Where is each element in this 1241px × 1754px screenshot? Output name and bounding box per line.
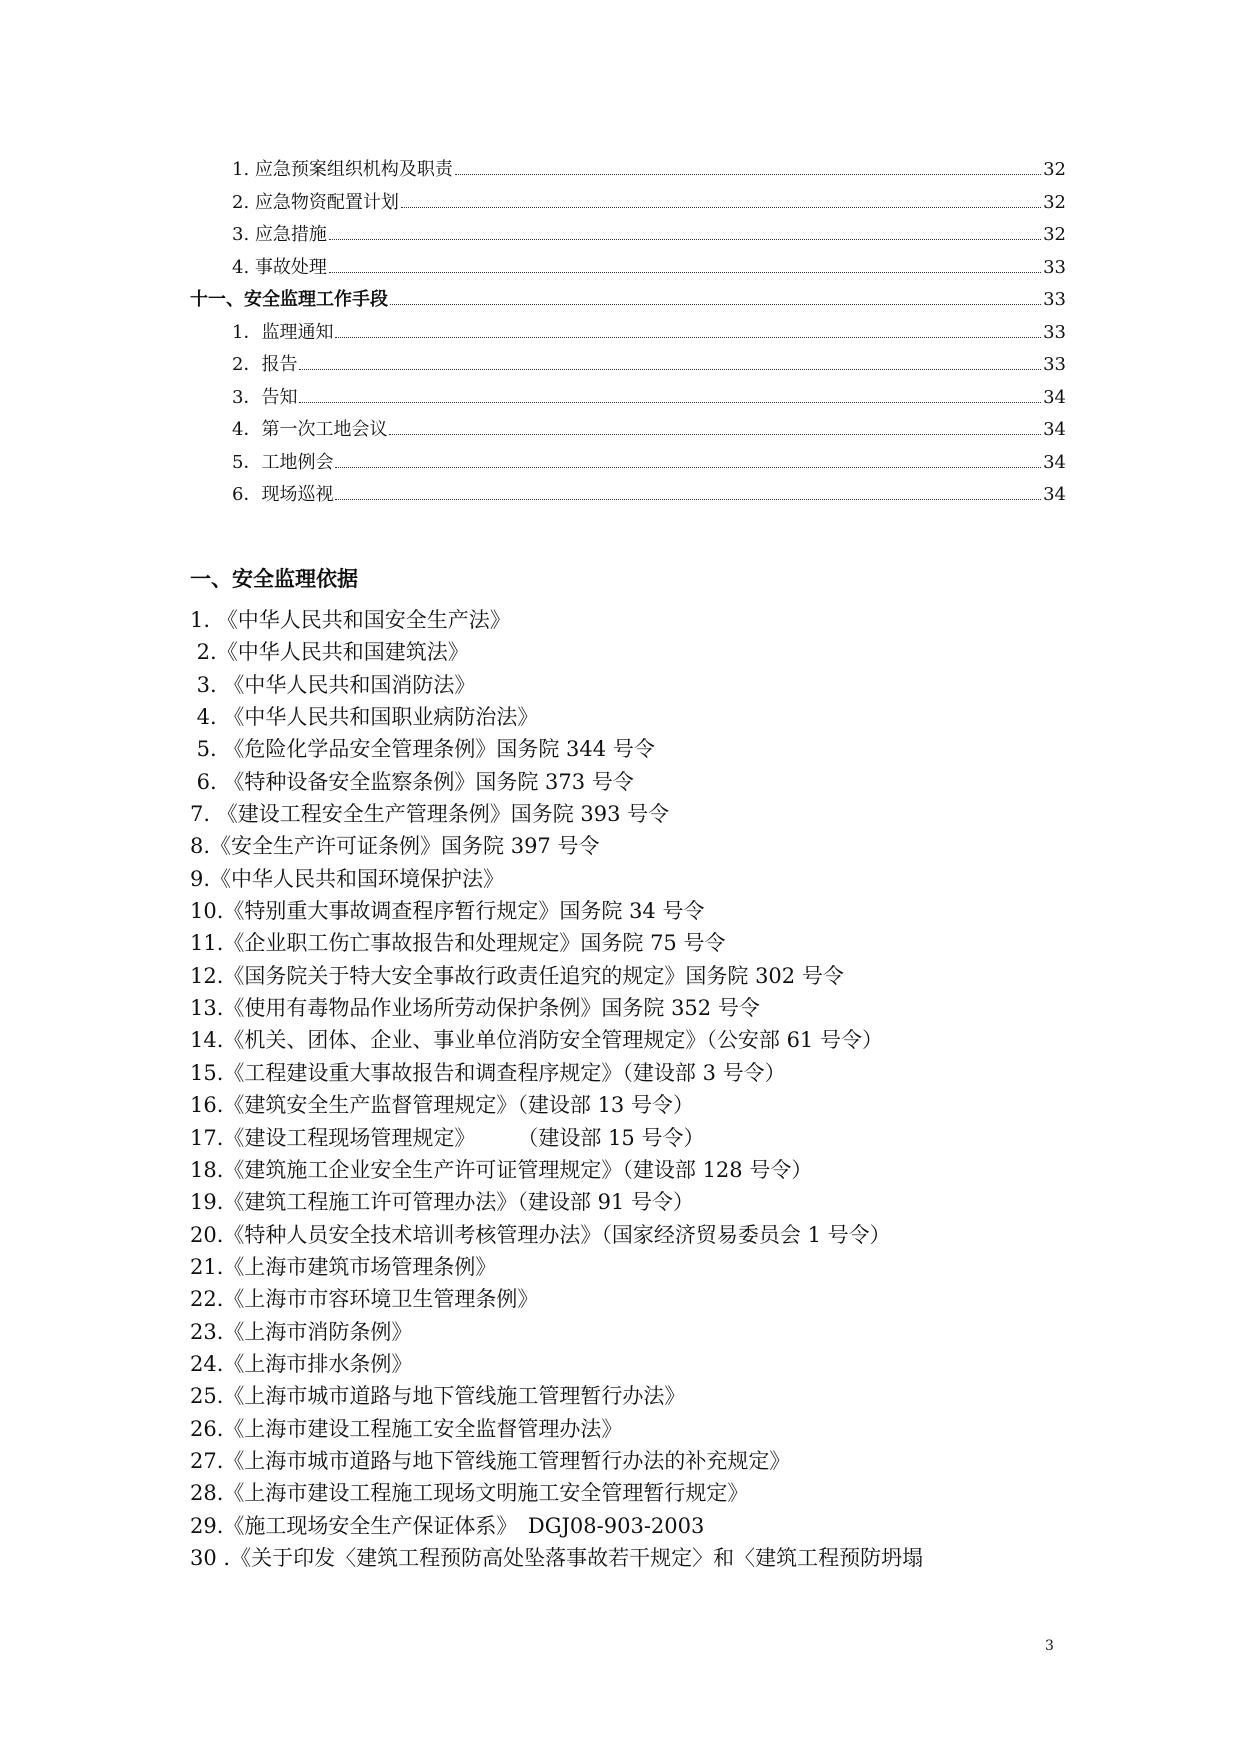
toc-entry[interactable] [190,252,1066,285]
toc-dot-leader [335,499,1041,500]
toc-entry-title: 5．工地例会 [232,451,334,473]
regulation-item: 4. 《中华人民共和国职业病防治法》 [190,705,539,730]
toc-entry-title: 4. 事故处理 [232,256,327,278]
toc-dot-leader [329,272,1041,273]
regulation-item: 15.《工程建设重大事故报告和调查程序规定》（建设部 3 号令） [190,1060,786,1085]
toc-entry-page: 34 [1043,419,1066,440]
toc-entry-title: 3．告知 [232,386,298,408]
regulation-item: 18.《建筑施工企业安全生产许可证管理规定》（建设部 128 号令） [190,1157,813,1182]
toc-dot-leader [335,337,1041,338]
toc-entry-title: 十一、安全监理工作手段 [190,289,388,310]
toc-dot-leader [299,402,1041,403]
regulation-item: 2.《中华人民共和国建筑法》 [190,640,469,665]
toc-entry[interactable] [190,382,1066,415]
toc-entry-page: 34 [1043,451,1066,473]
regulation-item: 6. 《特种设备安全监察条例》国务院 373 号令 [190,769,634,794]
toc-entry-page: 33 [1043,321,1066,343]
regulation-list [190,604,1070,1574]
section-heading: 一、安全监理依据 [190,567,358,591]
regulation-item: 28.《上海市建设工程施工现场文明施工安全管理暂行规定》 [190,1481,749,1506]
regulation-item: 12.《国务院关于特大安全事故行政责任追究的规定》国务院 302 号令 [190,963,844,988]
regulation-item: 16.《建筑安全生产监督管理规定》（建设部 13 号令） [190,1093,694,1118]
toc-dot-leader [299,369,1041,370]
toc-entry-title: 3. 应急措施 [232,224,327,245]
toc-entry[interactable] [190,349,1066,382]
toc-entry-page: 34 [1043,386,1066,408]
toc-entry-title: 1．监理通知 [232,321,334,343]
regulation-item: 5. 《危险化学品安全管理条例》国务院 344 号令 [190,737,655,762]
toc-dot-leader [401,207,1041,208]
regulation-item: 27.《上海市城市道路与地下管线施工管理暂行办法的补充规定》 [190,1448,791,1473]
toc-dot-leader [455,174,1041,175]
regulation-item: 10.《特别重大事故调查程序暂行规定》国务院 34 号令 [190,899,705,924]
table-of-contents [190,154,1066,512]
toc-entry[interactable] [190,284,1066,317]
toc-entry-page: 32 [1043,224,1066,245]
toc-entry-page: 34 [1043,484,1066,505]
toc-entry[interactable] [190,447,1066,480]
regulation-item: 26.《上海市建设工程施工安全监督管理办法》 [190,1416,623,1441]
regulation-item: 14.《机关、团体、企业、事业单位消防安全管理规定》（公安部 61 号令） [190,1028,883,1053]
toc-entry-title: 2. 应急物资配置计划 [232,191,399,213]
toc-entry-page: 33 [1043,289,1066,310]
regulation-item: 1. 《中华人民共和国安全生产法》 [190,608,511,632]
regulation-item: 19.《建筑工程施工许可管理办法》（建设部 91 号令） [190,1190,694,1215]
toc-dot-leader [335,467,1041,468]
toc-entry-page: 32 [1043,191,1066,213]
toc-entry[interactable] [190,154,1066,187]
toc-entry[interactable] [190,219,1066,252]
regulation-item: 8.《安全生产许可证条例》国务院 397 号令 [190,834,600,859]
regulation-item: 23.《上海市消防条例》 [190,1319,413,1344]
regulation-item: 25.《上海市城市道路与地下管线施工管理暂行办法》 [190,1384,686,1409]
regulation-item: 7. 《建设工程安全生产管理条例》国务院 393 号令 [190,802,670,827]
regulation-item: 13.《使用有毒物品作业场所劳动保护条例》国务院 352 号令 [190,996,760,1021]
toc-entry[interactable] [190,187,1066,220]
regulation-item: 3. 《中华人民共和国消防法》 [190,672,476,697]
regulation-item: 17.《建设工程现场管理规定》 （建设部 15 号令） [190,1125,705,1150]
toc-entry-title: 6．现场巡视 [232,484,334,505]
toc-entry[interactable] [190,479,1066,512]
page-number: 3 [1045,1638,1054,1654]
regulation-item: 22.《上海市市容环境卫生管理条例》 [190,1287,539,1312]
toc-entry-title: 2．报告 [232,354,298,375]
regulation-item: 29.《施工现场安全生产保证体系》 DGJ08-903-2003 [190,1513,705,1538]
toc-entry-title: 4．第一次工地会议 [232,419,388,440]
toc-entry-page: 33 [1043,354,1066,375]
toc-dot-leader [329,239,1041,240]
toc-entry-page: 32 [1043,159,1066,180]
regulation-item: 24.《上海市排水条例》 [190,1351,413,1376]
toc-dot-leader [390,304,1041,305]
toc-entry-page: 33 [1043,256,1066,278]
toc-entry[interactable] [190,317,1066,350]
toc-entry[interactable] [190,414,1066,447]
regulation-item: 20.《特种人员安全技术培训考核管理办法》（国家经济贸易委员会 1 号令） [190,1222,891,1247]
toc-entry-title: 1. 应急预案组织机构及职责 [232,159,453,180]
regulation-item: 30 .《关于印发〈建筑工程预防高处坠落事故若干规定〉和〈建筑工程预防坍塌 [190,1545,924,1570]
toc-dot-leader [389,434,1041,435]
regulation-item: 21.《上海市建筑市场管理条例》 [190,1254,497,1279]
regulation-item: 11.《企业职工伤亡事故报告和处理规定》国务院 75 号令 [190,931,726,956]
regulation-item: 9.《中华人民共和国环境保护法》 [190,866,505,891]
